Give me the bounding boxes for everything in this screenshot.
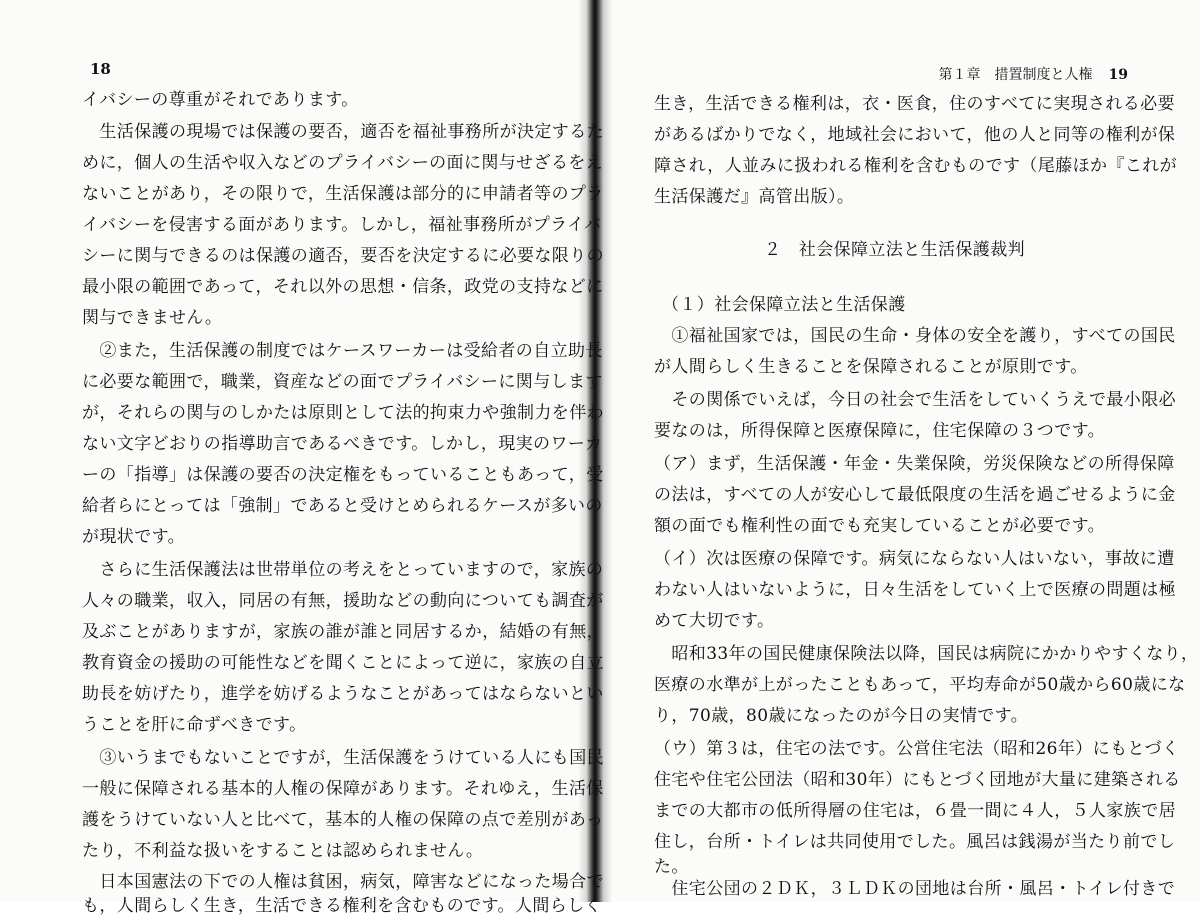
left-text-line: ーの「指導」は保護の要否の決定権をもっていることもあって，受 bbox=[82, 465, 604, 485]
right-text-line: 昭和33年の国民健康保険法以降，国民は病院にかかりやすくなり， bbox=[654, 644, 1199, 664]
right-text-line: ①福祉国家では，国民の生命・身体の安全を護り，すべての国民 bbox=[654, 326, 1176, 346]
right-text-line: めて大切です。 bbox=[654, 611, 775, 631]
right-text-line: 生活保護だ』高管出版）。 bbox=[654, 187, 855, 207]
left-text-line: めに，個人の生活や収入などのプライバシーの面に関与せざるをえ bbox=[82, 153, 604, 173]
left-text-line: うことを肝に命ずべきです。 bbox=[82, 715, 307, 735]
right-text-line: （イ）次は医療の保障です。病気にならない人はいない，事故に遭 bbox=[654, 549, 1175, 569]
right-text-line: （ウ）第３は，住宅の法です。公営住宅法（昭和26年）にもとづく bbox=[654, 739, 1180, 759]
right-text-line: 額の面でも権利性の面でも充実していることが必要です。 bbox=[654, 516, 1106, 536]
right-text-line: （ア）まず，生活保護・年金・失業保険，労災保険などの所得保障 bbox=[654, 454, 1175, 474]
right-text-line: が人間らしく生きることを保障されることが原則です。 bbox=[654, 357, 1088, 377]
chapter-title: 第１章 措置制度と人権 bbox=[938, 67, 1093, 83]
right-text-line: 住宅や住宅公団法（昭和30年）にもとづく団地が大量に建築される bbox=[654, 770, 1181, 790]
right-text-line: 生き，生活できる権利は，衣・医食，住のすべてに実現される必要 bbox=[654, 94, 1175, 114]
right-text-line: の法は，すべての人が安心して最低限度の生活を過ごせるように金 bbox=[654, 485, 1176, 505]
section-heading: ２ 社会保障立法と生活保護裁判 bbox=[764, 240, 1025, 260]
subsection-heading: （１）社会保障立法と生活保護 bbox=[662, 295, 906, 315]
left-text-line: 日本国憲法の下での人権は貧困，病気，障害などになった場合で bbox=[82, 872, 604, 892]
left-text-line: が現状です。 bbox=[82, 527, 186, 547]
right-text-line: り，70歳，80歳になったのが今日の実情です。 bbox=[654, 706, 1029, 726]
left-page-number: 18 bbox=[90, 60, 111, 78]
right-page-number: 19 bbox=[1108, 67, 1128, 83]
left-text-line: に必要な範囲で，職業，資産などの面でプライバシーに関与します bbox=[82, 372, 603, 392]
right-text-line: までの大都市の低所得層の住宅は，６畳一間に４人，５人家族で居 bbox=[654, 801, 1176, 821]
left-text-line: ②また，生活保護の制度ではケースワーカーは受給者の自立助長 bbox=[82, 341, 603, 361]
left-text-line: ない文字どおりの指導助言であるべきです。しかし，現実のワーカ bbox=[82, 434, 603, 454]
left-text-line: 生活保護の現場では保護の要否，適否を福祉事務所が決定するた bbox=[82, 122, 604, 142]
left-text-line: シーに関与できるのは保護の適否，要否を決定するに必要な限りの bbox=[82, 246, 604, 266]
left-text-line: たり，不利益な扱いをすることは認められません。 bbox=[82, 841, 484, 861]
left-text-line: 教育資金の援助の可能性などを聞くことによって逆に，家族の自立 bbox=[82, 653, 604, 673]
right-text-line: 住宅公団の２ＤＫ，３ＬＤＫの団地は台所・風呂・トイレ付きで bbox=[654, 879, 1176, 899]
left-text-line: ないことがあり，その限りで，生活保護は部分的に申請者等のプラ bbox=[82, 184, 604, 204]
left-text-line: ③いうまでもないことですが，生活保護をうけている人にも国民 bbox=[82, 748, 604, 768]
left-text-line: 関与できません。 bbox=[82, 308, 223, 328]
right-running-header bbox=[939, 64, 1128, 84]
right-text-line: その関係でいえば，今日の社会で生活をしていくうえで最小限必 bbox=[654, 390, 1176, 410]
left-text-line: 人々の職業，収入，同居の有無，援助などの動向についても調査が bbox=[82, 591, 604, 611]
left-text-line: 給者らにとっては「強制」であると受けとめられるケースが多いの bbox=[82, 496, 603, 516]
right-text-line: があるばかりでなく，地域社会において，他の人と同等の権利が保 bbox=[654, 125, 1176, 145]
left-text-line: 護をうけていない人と比べて，基本的人権の保障の点で差別があっ bbox=[82, 810, 604, 830]
right-text-line: 障され，人並みに扱われる権利を含むものです（尾藤ほか『これが bbox=[654, 156, 1178, 176]
left-text-line: も，人間らしく生き，生活できる権利を含むものです。人間らしく bbox=[82, 896, 602, 916]
left-text-line: イバシーを侵害する面があります。しかし，福祉事務所がプライバ bbox=[82, 215, 602, 235]
right-text-line: 医療の水準が上がったこともあって，平均寿命が50歳から60歳にな bbox=[654, 675, 1186, 695]
left-text-line: が，それらの関与のしかたは原則として法的拘束力や強制力を伴わ bbox=[82, 403, 604, 423]
left-text-line: 及ぶことがありますが，家族の誰が誰と同居するか，結婚の有無， bbox=[82, 622, 604, 642]
right-text-line: 住し，台所・トイレは共同使用でした。風呂は銭湯が当たり前でし bbox=[654, 832, 1176, 852]
right-text-line: わない人はいないように，日々生活をしていく上で医療の問題は極 bbox=[654, 580, 1176, 600]
left-text-line: 最小限の範囲であって，それ以外の思想・信条，政党の支持などに bbox=[82, 277, 604, 297]
right-text-line: 要なのは，所得保障と医療保障に，住宅保障の３つです。 bbox=[654, 421, 1106, 441]
right-text-line: た。 bbox=[654, 857, 689, 877]
left-text-line: 一般に保障される基本的人権の保障があります。それゆえ，生活保 bbox=[82, 779, 604, 799]
left-text-line: イバシーの尊重がそれであります。 bbox=[82, 90, 359, 110]
left-text-line: さらに生活保護法は世帯単位の考えをとっていますので，家族の bbox=[82, 560, 604, 580]
left-text-line: 助長を妨げたり，進学を妨げるようなことがあってはならないとい bbox=[82, 684, 604, 704]
